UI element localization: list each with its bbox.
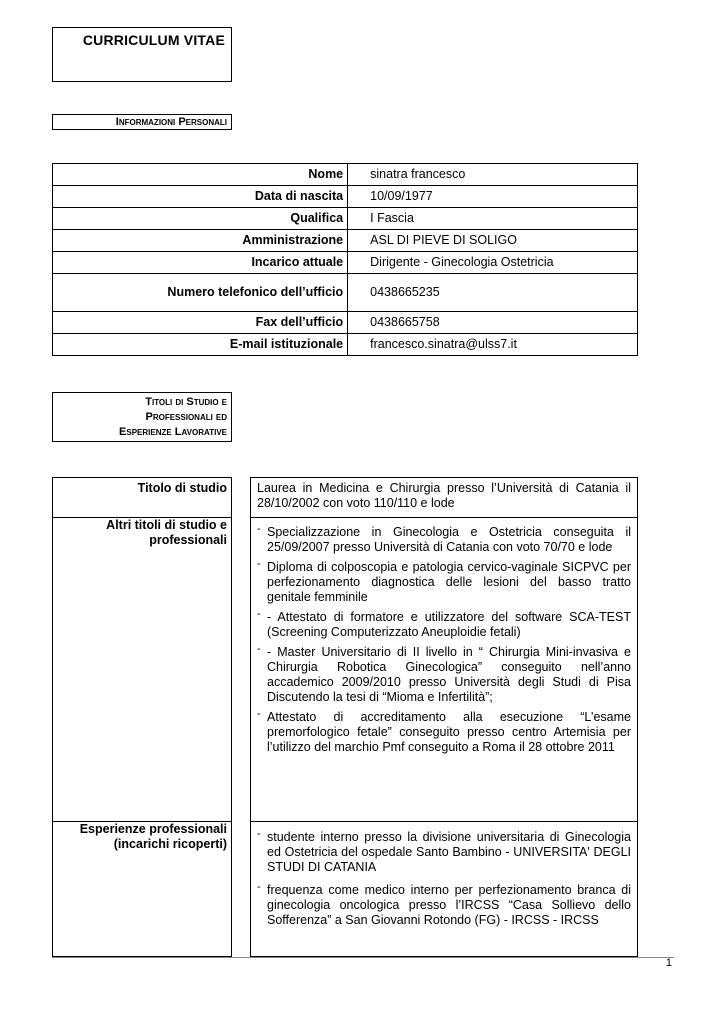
value-qualifica: I Fascia xyxy=(348,208,638,230)
studies-heading-line2: Professionali ed xyxy=(145,411,227,423)
label-altri-titoli: Altri titoli di studio e professionali xyxy=(53,518,232,822)
row-email xyxy=(53,334,638,356)
label-email: E-mail istituzionale xyxy=(53,334,348,356)
row-data-nascita xyxy=(53,186,638,208)
value-esperienze xyxy=(251,822,638,957)
value-telefono: 0438665235 xyxy=(348,274,638,312)
value-email: francesco.sinatra@ulss7.it xyxy=(348,334,638,356)
row-esperienze xyxy=(53,822,638,957)
label-qualifica: Qualifica xyxy=(53,208,348,230)
row-incarico xyxy=(53,252,638,274)
label-fax: Fax dell’ufficio xyxy=(53,312,348,334)
footer-divider xyxy=(52,957,674,958)
row-amministrazione xyxy=(53,230,638,252)
personal-info-heading xyxy=(52,114,232,130)
value-amministrazione: ASL DI PIEVE DI SOLIGO xyxy=(348,230,638,252)
list-item: - - Master Universitario di II livello in “ Chirurgia Mini-invasiva e Chirurgia Robotica Ginecologica” conseguito nell’anno accademico 2009/2010 presso Università degli Studi di Pisa Discutendo la tesi di “Mioma e Infertilità”; xyxy=(257,643,631,704)
studies-table xyxy=(52,477,638,957)
label-incarico: Incarico attuale xyxy=(53,252,348,274)
cv-title: CURRICULUM VITAE xyxy=(82,32,225,48)
studies-heading xyxy=(52,392,232,442)
personal-info-heading-text: Informazioni Personali xyxy=(115,116,227,128)
altri-titoli-list xyxy=(257,525,631,755)
row-qualifica xyxy=(53,208,638,230)
list-item: - Attestato di accreditamento alla esecuzione “L’esame premorfologico fetale” conseguito presso centro Artemisia per l’utilizzo del marchio Pmf conseguito a Roma il 28 ottobre 2011 xyxy=(257,708,631,754)
esperienze-list xyxy=(257,830,631,928)
value-nome: sinatra francesco xyxy=(348,164,638,186)
value-altri-titoli xyxy=(251,518,638,822)
page-number: 1 xyxy=(665,957,672,969)
value-fax: 0438665758 xyxy=(348,312,638,334)
studies-heading-line3: Esperienze Lavorative xyxy=(119,426,227,438)
row-titolo xyxy=(53,478,638,518)
label-amministrazione: Amministrazione xyxy=(53,230,348,252)
personal-info-table xyxy=(52,163,638,356)
list-item: - Diploma di colposcopia e patologia cervico-vaginale SICPVC per perfezionamento diagnostica delle lesioni del basso tratto genitale femminile xyxy=(257,558,631,604)
list-item: - Specializzazione in Ginecologia e Ostetricia conseguita il 25/09/2007 presso Università di Catania con voto 70/70 e lode xyxy=(257,523,631,554)
value-incarico: Dirigente - Ginecologia Ostetricia xyxy=(348,252,638,274)
row-altri-titoli xyxy=(53,518,638,822)
row-fax xyxy=(53,312,638,334)
list-item: - frequenza come medico interno per perfezionamento branca di ginecologia oncologica presso l’IRCSS “Casa Sollievo dello Sofferenza” a San Giovanni Rotondo (FG) - IRCSS - IRCSS xyxy=(257,881,631,927)
value-data-nascita: 10/09/1977 xyxy=(348,186,638,208)
row-telefono xyxy=(53,274,638,312)
row-nome xyxy=(53,164,638,186)
label-titolo: Titolo di studio xyxy=(53,478,232,518)
list-item: - - Attestato di formatore e utilizzatore del software SCA-TEST (Screening Computerizzato Aneuploidie fetali) xyxy=(257,608,631,639)
label-nome: Nome xyxy=(53,164,348,186)
studies-heading-line1: Titoli di Studio e xyxy=(145,396,227,408)
label-data-nascita: Data di nascita xyxy=(53,186,348,208)
label-esperienze: Esperienze professionali (incarichi ricoperti) xyxy=(53,822,232,957)
value-titolo: Laurea in Medicina e Chirurgia presso l’Università di Catania il 28/10/2002 con voto 110/110 e lode xyxy=(251,478,638,518)
list-item: - studente interno presso la divisione universitaria di Ginecologia ed Ostetricia del ospedale Santo Bambino - UNIVERSITA' DEGLI STUDI DI CATANIA xyxy=(257,828,631,874)
label-telefono: Numero telefonico dell’ufficio xyxy=(53,274,348,312)
cv-title-box xyxy=(52,27,232,82)
